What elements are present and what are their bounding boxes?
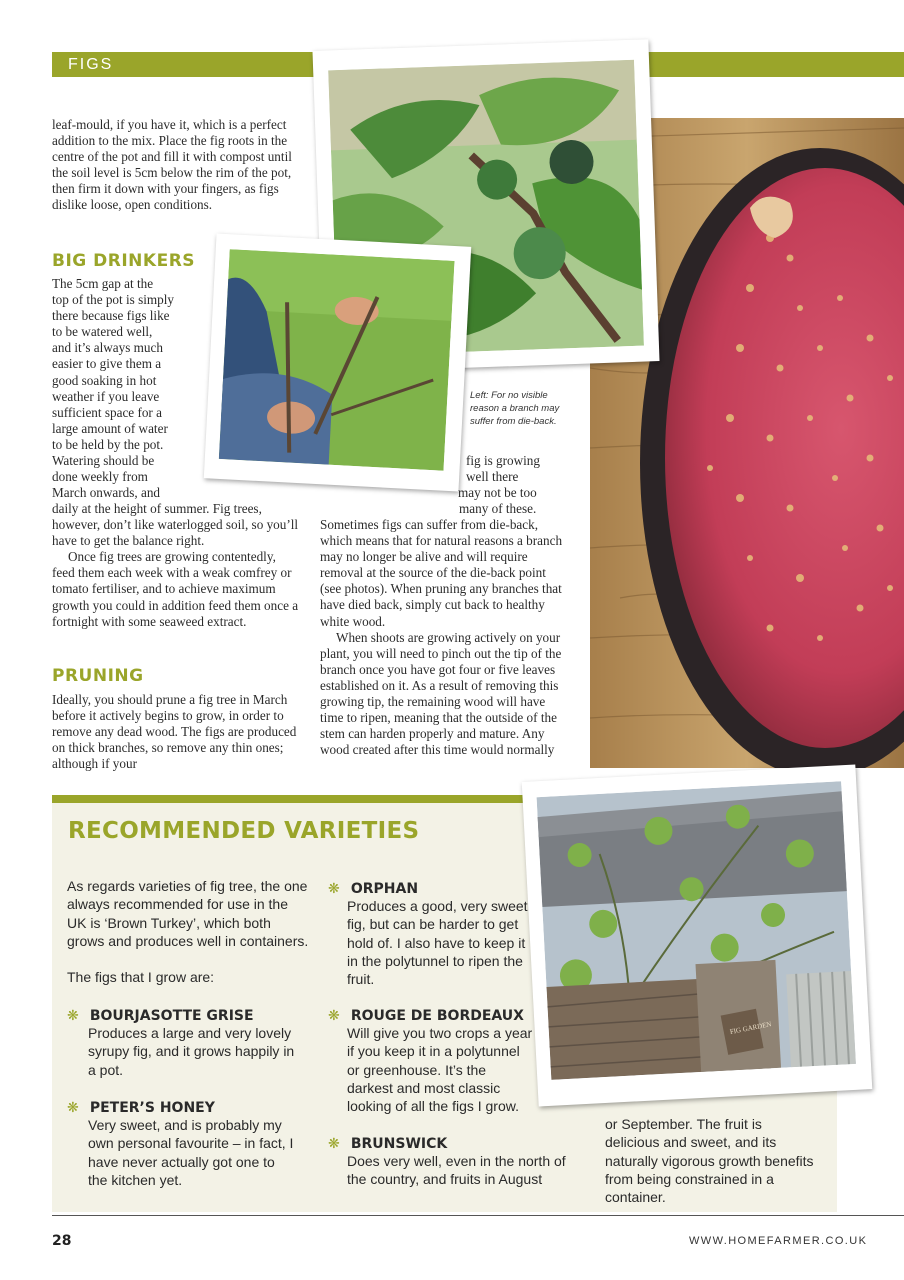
variety-rouge-de-bordeaux: ❋ ROUGE DE BORDEAUX Will give you two crops a year if you keep it in a polytunnel or greenhouse. It’s the darkest and most classic looking of all the figs I grow. xyxy=(328,1008,533,1115)
section-title: FIGS xyxy=(68,56,114,73)
column2-short-lines: fig is growing well there may not be too many of these. xyxy=(458,453,540,517)
flower-bullet-icon: ❋ xyxy=(67,1100,79,1116)
brunswick-continued: or September. The fruit is delicious and sweet, and its naturally vigorous growth benefits from being constrained in a container. xyxy=(605,1116,814,1206)
hands-pruning-illustration xyxy=(219,249,455,470)
variety-brunswick: ❋ BRUNSWICK Does very well, even in the north of the country, and fruits in August xyxy=(328,1136,566,1188)
photo-caption: Left: For no visible reason a branch may suffer from die-back. xyxy=(470,390,560,427)
flower-bullet-icon: ❋ xyxy=(328,1008,340,1024)
varieties-title: RECOMMENDED VARIETIES xyxy=(68,818,420,844)
variety-bourjasotte-grise: ❋ BOURJASOTTE GRISE Produces a large and very lovely syrupy fig, and it grows happily in a pot. xyxy=(67,1008,295,1078)
heading-pruning: PRUNING xyxy=(52,666,144,686)
footer-url[interactable]: WWW.HOMEFARMER.CO.UK xyxy=(689,1235,868,1247)
fig-garden-photo xyxy=(522,764,873,1106)
pruning-branch-photo xyxy=(204,233,471,491)
big-drinkers-continued: daily at the height of summer. Fig trees, however, don’t like waterlogged soil, so you’ll have to get the balance right. Once fig trees are growing contentedly, feed them each week with a weak comfrey or tomato fertiliser, and to achieve maximum growth you could in addition feed them once a fortnight with some seaweed extract. xyxy=(52,501,299,629)
flower-bullet-icon: ❋ xyxy=(67,1008,79,1024)
varieties-intro: As regards varieties of fig tree, the one always recommended for use in the UK is ‘Brown Turkey’, which both grows and produces well in containers. The figs that I grow are: xyxy=(67,878,309,986)
footer-rule xyxy=(52,1215,904,1216)
flower-bullet-icon: ❋ xyxy=(328,1136,340,1152)
variety-peters-honey: ❋ PETER’S HONEY Very sweet, and is probably my own personal favourite – in fact, I have never actually got one to the kitchen yet. xyxy=(67,1100,294,1188)
big-drinkers-short-lines: The 5cm gap at the top of the pot is simply there because figs like to be watered well, and it’s always much easier to give them a good soaking in hot weather if you leave sufficient space for a large amount of water to be held by the pot. Watering should be done weekly from March onwards, and xyxy=(52,276,174,501)
flower-bullet-icon: ❋ xyxy=(328,881,340,897)
fig-garden-sign: FIG GARDEN xyxy=(729,1020,773,1037)
variety-orphan: ❋ ORPHAN Produces a good, very sweet fig, but can be harder to get hold of. I also have to keep it in the polytunnel to ripen the fruit. xyxy=(328,881,528,988)
column2-paragraphs: Sometimes figs can suffer from die-back, which means that for natural reasons a branch may no longer be alive and will require removal at the source of the die-back point (see photos). When pruning any branches that have died back, simply cut back to healthy white wood. When shoots are growing actively on your plant, you will need to pinch out the tip of the branch once you have got four or five leaves established on it. As a result of removing this growing tip, the remaining wood will have time to ripen, meaning that the outside of the stem can harden properly and mature. Any wood created after this time would normally xyxy=(320,517,563,758)
intro-paragraph: leaf-mould, if you have it, which is a perfect addition to the mix. Place the fig roots in the centre of the pot and fill it with compost until the soil level is 5cm below the rim of the pot, then firm it down with your fingers, as figs dislike loose, open conditions. xyxy=(52,117,292,213)
heading-big-drinkers: BIG DRINKERS xyxy=(52,251,196,271)
pruning-paragraph: Ideally, you should prune a fig tree in March before it actively begins to grow, in order to remove any dead wood. The figs are produced on thick branches, so remove any thin ones; although if your xyxy=(52,692,297,772)
page-number: 28 xyxy=(52,1233,72,1249)
garden-wall-illustration xyxy=(537,781,856,1080)
